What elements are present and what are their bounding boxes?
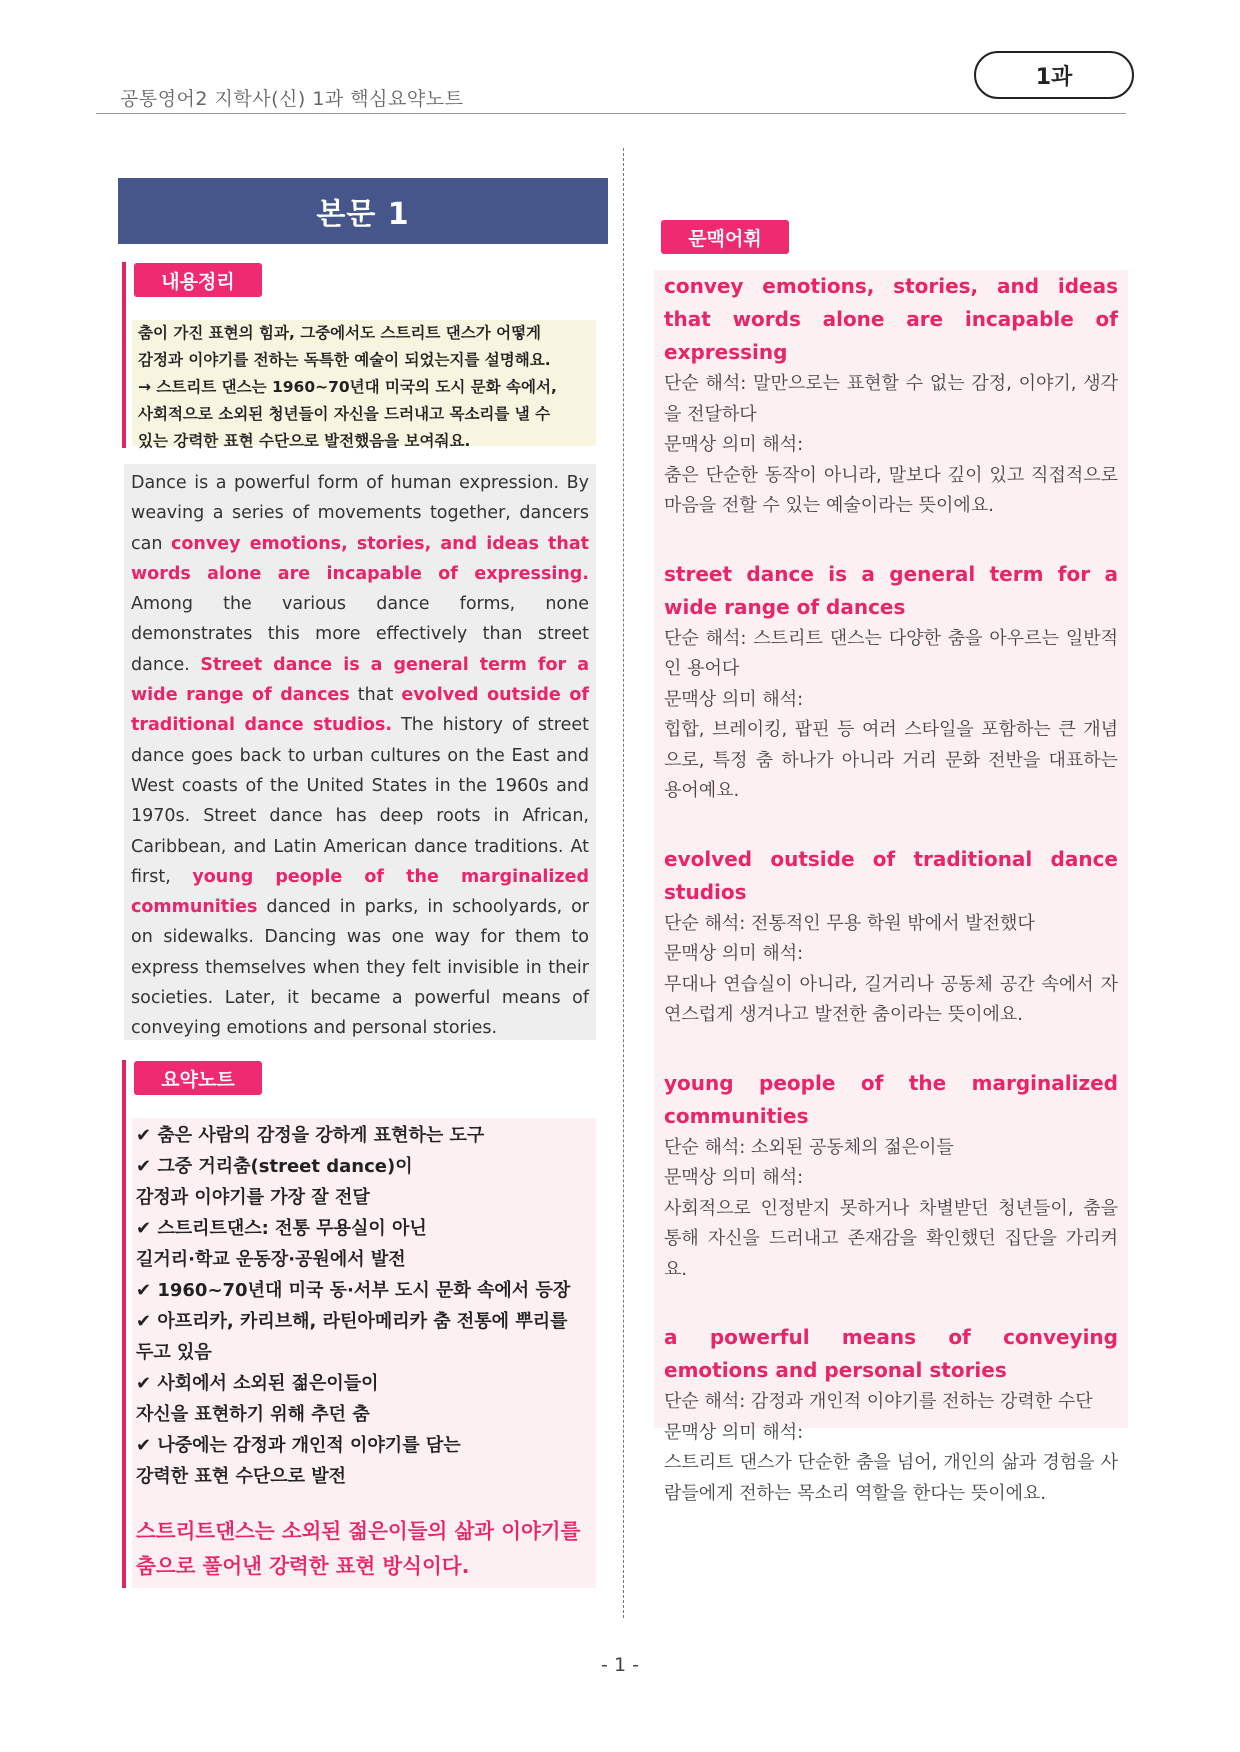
summary-note-item: ✔ 나중에는 감정과 개인적 이야기를 담는: [136, 1435, 461, 1456]
passage-highlight: evolved outside of traditional dance studios.: [131, 685, 589, 736]
vocab-term: young people of the marginalized communities: [664, 1070, 1118, 1128]
vocab-term: a powerful means of conveying emotions and personal stories: [664, 1325, 1118, 1382]
passage-segment: Dance is a powerful form of human expression. By weaving a series of movements together, dancers can: [131, 473, 589, 554]
summary-note-item: ✔ 1960~70년대 미국 동·서부 도시 문화 속에서 등장: [136, 1280, 571, 1301]
summary-note-item: ✔ 그중 거리춤(street dance)이: [136, 1156, 413, 1177]
vocab-context-label: 문맥상 의미 해석:: [664, 434, 804, 455]
vocab-context-meaning: 춤은 단순한 동작이 아니라, 말보다 깊이 있고 직접적으로 마음을 전할 수 있는 예술이라는 뜻이에요.: [664, 464, 1118, 516]
column-divider: [623, 148, 624, 1618]
summary-note-item: ✔ 아프리카, 카리브해, 라틴아메리카 춤 전통에 뿌리를: [136, 1311, 568, 1332]
summary-note-item: 강력한 표현 수단으로 발전: [136, 1466, 347, 1487]
passage-highlight: convey emotions, stories, and ideas that words alone are incapable of expressing.: [131, 533, 589, 584]
content-summary-accent-bar: [122, 262, 126, 448]
summary-note-item: ✔ 사회에서 소외된 젊은이들이: [136, 1373, 379, 1394]
vocab-context-label: 문맥상 의미 해석:: [664, 1421, 804, 1443]
content-summary-line: → 스트리트 댄스는 1960~70년대 미국의 도시 문화 속에서,: [138, 378, 557, 396]
vocab-context-label: 문맥상 의미 해석:: [664, 1167, 804, 1188]
vocab-context-meaning: 무대나 연습실이 아니라, 길거리나 공동체 공간 속에서 자연스럽게 생겨나고 발전한 춤이라는 뜻이에요.: [664, 973, 1118, 1025]
passage-text: [124, 464, 596, 1040]
summary-note-item: 자신을 표현하기 위해 추던 춤: [136, 1404, 370, 1425]
vocab-label: 문맥어휘: [661, 220, 789, 254]
vocab-simple-meaning: 단순 해석: 스트리트 댄스는 다양한 춤을 아우르는 일반적인 용어다: [664, 627, 1118, 679]
summary-note-item: ✔ 스트리트댄스: 전통 무용실이 아닌: [136, 1218, 427, 1239]
passage-highlight: Street dance is a general term for a wide range of dances: [131, 654, 589, 706]
summary-note-item: 두고 있음: [136, 1342, 212, 1363]
vocab-item: [664, 843, 1118, 1031]
section-banner: 본문 1: [118, 178, 608, 244]
summary-note-item: 길거리·학교 운동장·공원에서 발전: [136, 1249, 406, 1270]
document-header-title: 공통영어2 지학사(신) 1과 핵심요약노트: [120, 88, 464, 110]
content-summary-line: 춤이 가진 표현의 힘과, 그중에서도 스트리트 댄스가 어떻게: [138, 324, 542, 342]
summary-note-box: [132, 1118, 596, 1588]
vocab-term: evolved outside of traditional dance studios: [664, 846, 1118, 904]
vocab-item: [664, 270, 1118, 522]
vocab-item: [664, 1321, 1118, 1509]
passage-segment: Among the various dance forms, none demonstrates this more effectively than street dance.: [131, 594, 589, 675]
vocab-context-meaning: 스트리트 댄스가 단순한 춤을 넘어, 개인의 삶과 경험을 사람들에게 전하는 목소리 역할을 한다는 뜻이에요.: [664, 1452, 1118, 1504]
passage-segment: The history of street dance goes back to urban cultures on the East and West coasts of the United States in the 1960s and 1970s. Street dance has deep roots in African, Caribbean, and Latin American dance traditions. At first,: [131, 715, 589, 887]
summary-note-item: ✔ 춤은 사람의 감정을 강하게 표현하는 도구: [136, 1125, 485, 1146]
summary-note-item: 감정과 이야기를 가장 잘 전달: [136, 1187, 370, 1208]
content-summary-line: 감정과 이야기를 전하는 독특한 예술이 되었는지를 설명해요.: [138, 351, 551, 369]
vocab-simple-meaning: 단순 해석: 소외된 공동체의 젊은이들: [664, 1136, 954, 1158]
vocab-simple-meaning: 단순 해석: 전통적인 무용 학원 밖에서 발전했다: [664, 912, 1035, 934]
page-number: - 1 -: [601, 1654, 639, 1676]
vocab-context-label: 문맥상 의미 해석:: [664, 688, 804, 710]
vocab-context-meaning: 힙합, 브레이킹, 팝핀 등 여러 스타일을 포함하는 큰 개념으로, 특정 춤 하나가 아니라 거리 문화 전반을 대표하는 용어예요.: [664, 719, 1118, 801]
content-summary-line: 있는 강력한 표현 수단으로 발전했음을 보여줘요.: [138, 432, 471, 450]
summary-conclusion: 스트리트댄스는 소외된 젊은이들의 삶과 이야기를 춤으로 풀어낸 강력한 표현 방식이다.: [136, 1519, 581, 1578]
lesson-badge: 1과: [974, 51, 1134, 99]
header-divider: [96, 113, 1126, 114]
content-summary-line: 사회적으로 소외된 청년들이 자신을 드러내고 목소리를 낼 수: [138, 405, 551, 423]
summary-note-list: [136, 1120, 592, 1492]
content-summary-box: [132, 320, 596, 450]
summary-note-label: 요약노트: [134, 1061, 262, 1095]
vocab-term: street dance is a general term for a wide range of dances: [664, 561, 1118, 619]
vocab-item: [664, 558, 1118, 807]
vocab-box: [654, 270, 1128, 1504]
content-summary-label: 내용정리: [134, 263, 262, 297]
vocab-context-meaning: 사회적으로 인정받지 못하거나 차별받던 청년들이, 춤을 통해 자신을 드러내고 존재감을 확인했던 집단을 가리켜요.: [664, 1197, 1118, 1280]
passage-highlight: young people of the marginalized communities: [131, 866, 589, 918]
vocab-item: [664, 1067, 1118, 1286]
summary-note-accent-bar: [122, 1060, 126, 1588]
vocab-context-label: 문맥상 의미 해석:: [664, 943, 804, 964]
passage-segment: danced in parks, in schoolyards, or on sidewalks. Dancing was one way for them to express themselves when they felt invisible in their societies. Later, it became a powerful means of conveying emotions and personal stories.: [131, 897, 589, 1039]
vocab-simple-meaning: 단순 해석: 말만으로는 표현할 수 없는 감정, 이야기, 생각을 전달하다: [664, 373, 1118, 425]
vocab-term: convey emotions, stories, and ideas that words alone are incapable of expressing: [664, 274, 1118, 364]
vocab-simple-meaning: 단순 해석: 감정과 개인적 이야기를 전하는 강력한 수단: [664, 1391, 1093, 1412]
passage-segment: that: [349, 685, 402, 706]
